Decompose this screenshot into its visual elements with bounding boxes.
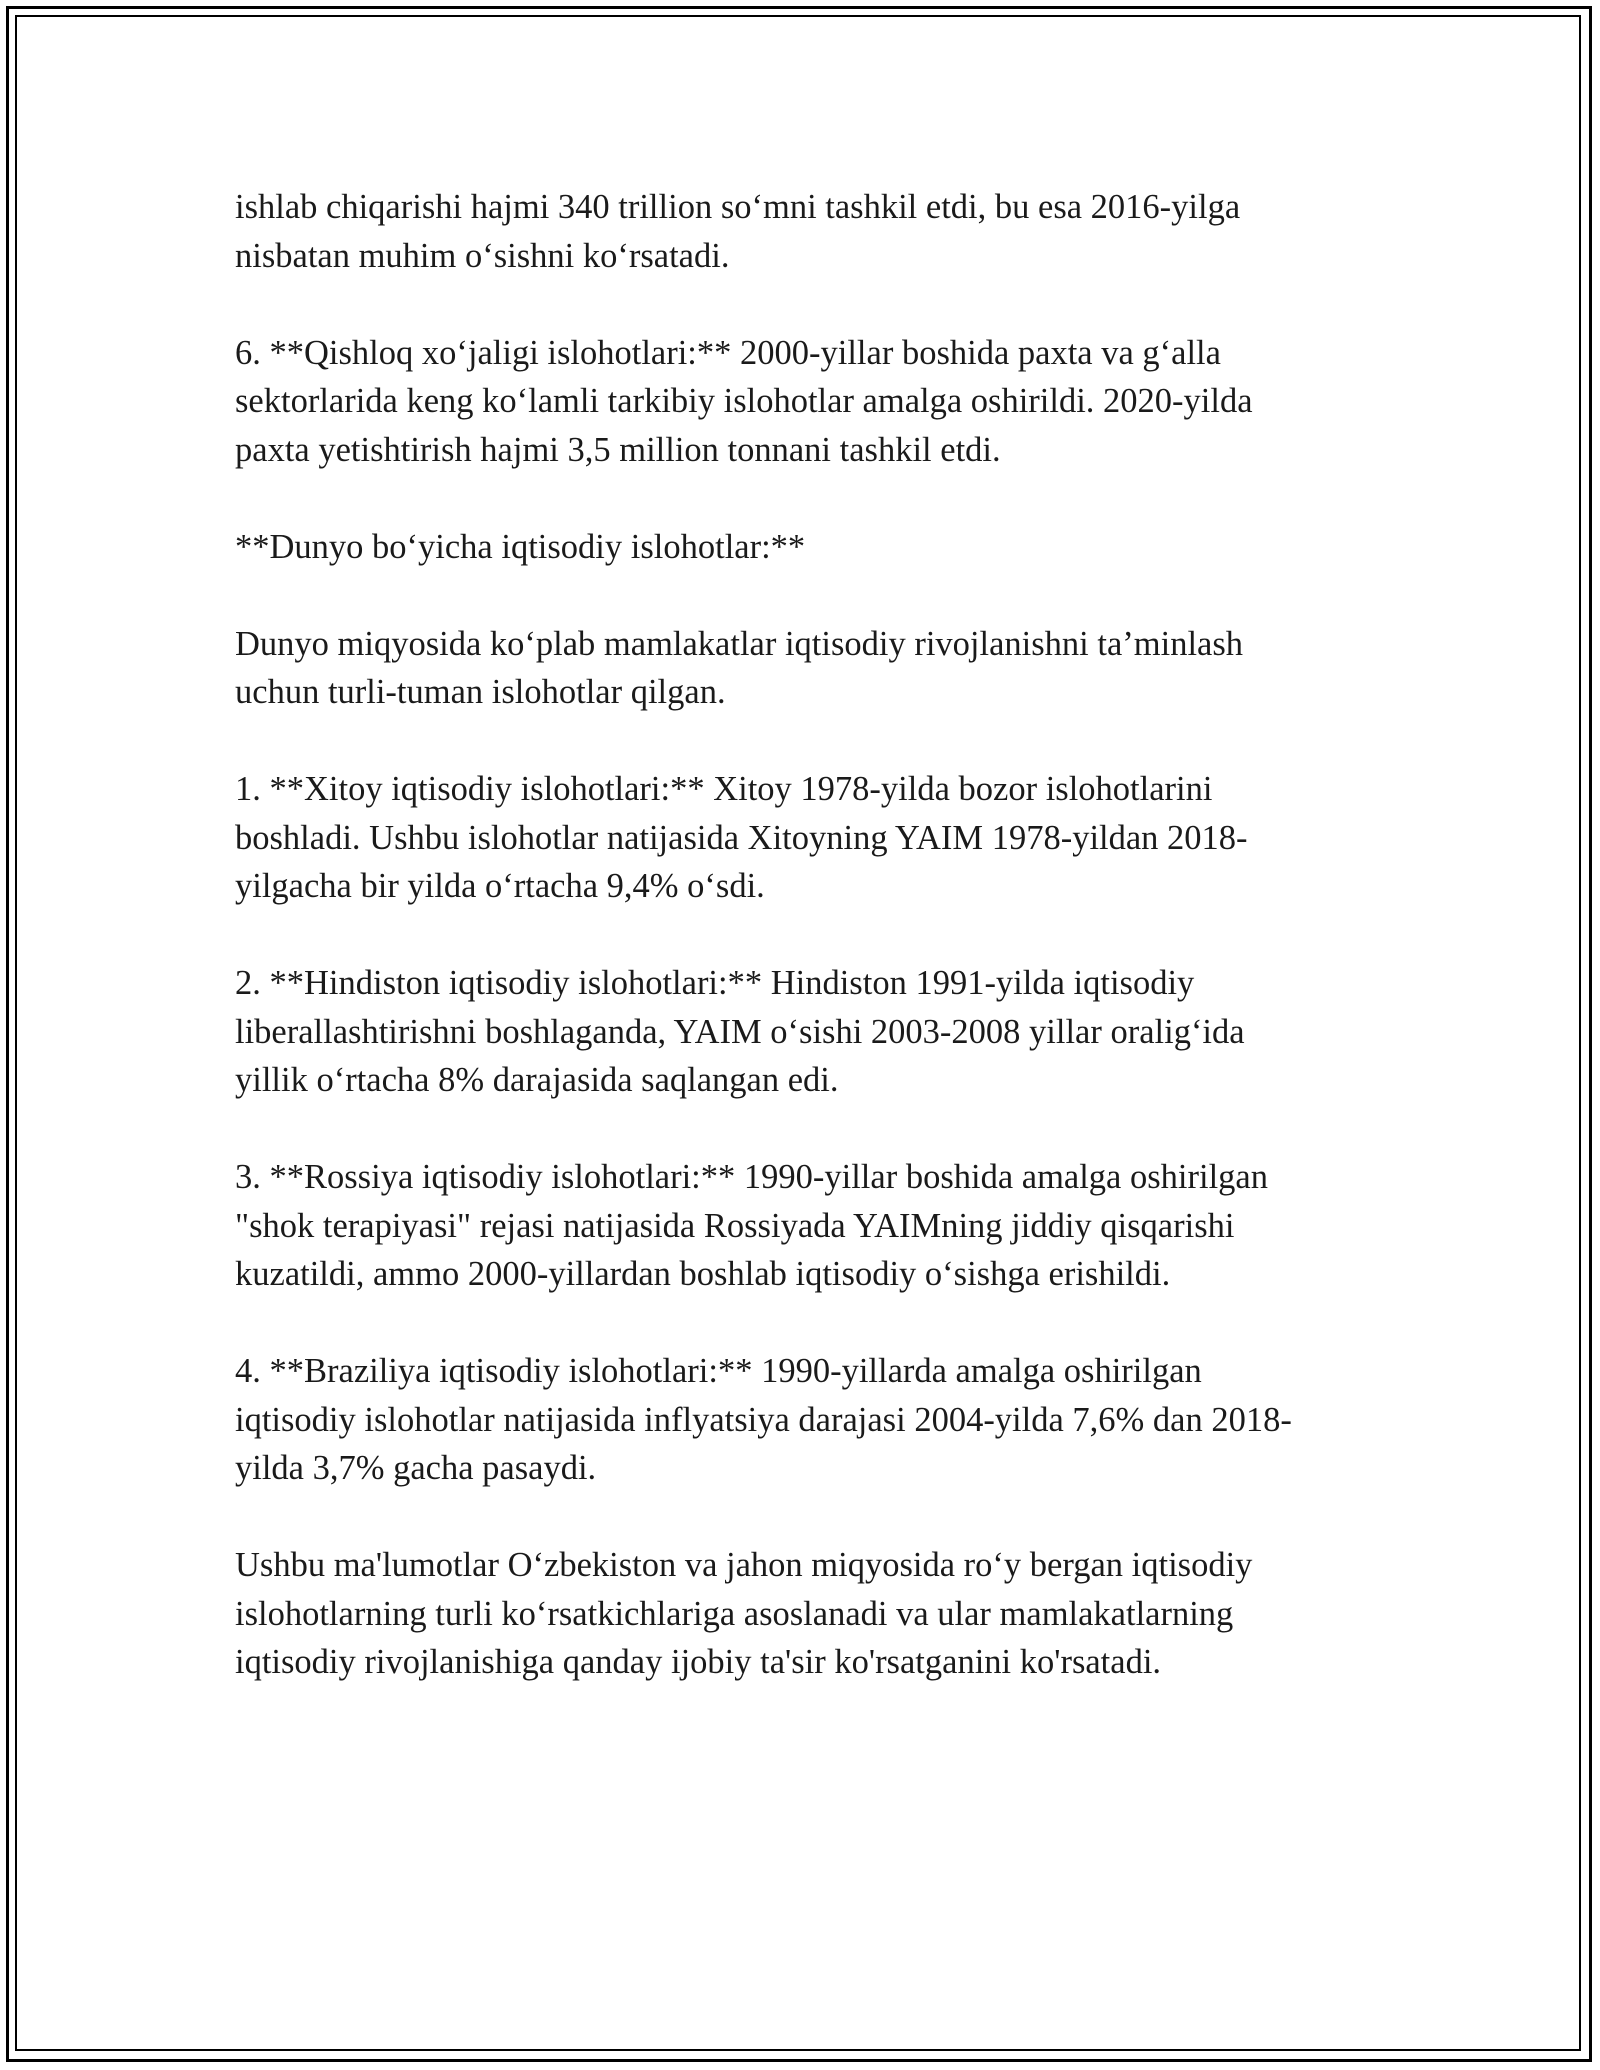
paragraph-agriculture-reforms: 6. **Qishloq xo‘jaligi islohotlari:** 2000-yillar boshida paxta va g‘alla sektorlarida keng ko‘lamli tarkibiy islohotlar amalga oshirildi. 2020-yilda paxta yetishtirish hajmi 3,5 million tonnani tashkil etdi.: [235, 333, 1253, 469]
paragraph-india-reforms: 2. **Hindiston iqtisodiy islohotlari:** Hindiston 1991-yilda iqtisodiy liberallashtirishni boshlaganda, YAIM o‘sishi 2003-2008 yillar oralig‘ida yillik o‘rtacha 8% darajasida saqlangan edi.: [235, 964, 1245, 1099]
paragraph-brazil-reforms: 4. **Braziliya iqtisodiy islohotlari:** 1990-yillarda amalga oshirilgan iqtisodiy islohotlar natijasida inflyatsiya darajasi 2004-yilda 7,6% dan 2018- yilda 3,7% gacha pasaydi.: [235, 1352, 1292, 1487]
paragraph-russia-reforms: 3. **Rossiya iqtisodiy islohotlari:** 1990-yillar boshida amalga oshirilgan "shok terapiyasi" rejasi natijasida Rossiyada YAIMning jiddiy qisqarishi kuzatildi, ammo 2000-yillardan boshlab iqtisodiy o‘sishga erishildi.: [235, 1158, 1268, 1293]
paragraph-industry-output: ishlab chiqarishi hajmi 340 trillion so‘mni tashkil etdi, bu esa 2016-yilga nisbatan muhim o‘sishni ko‘rsatadi.: [235, 188, 1241, 275]
paragraph-world-intro: Dunyo miqyosida ko‘plab mamlakatlar iqtisodiy rivojlanishni ta’minlash uchun turli-tuman islohotlar qilgan.: [235, 624, 1244, 711]
section-heading-world-reforms: **Dunyo bo‘yicha iqtisodiy islohotlar:**: [235, 527, 806, 566]
paragraph-china-reforms: 1. **Xitoy iqtisodiy islohotlari:** Xitoy 1978-yilda bozor islohotlarini boshladi. Ushbu islohotlar natijasida Xitoyning YAIM 1978-yildan 2018- yilgacha bir yilda o‘rtacha 9,4% o‘sdi.: [235, 770, 1248, 905]
document-body: [235, 183, 1385, 1687]
paragraph-conclusion: Ushbu ma'lumotlar O‘zbekiston va jahon miqyosida ro‘y bergan iqtisodiy islohotlarning turli ko‘rsatkichlariga asoslanadi va ular mamlakatlarning iqtisodiy rivojlanishiga qanday ijobiy ta'sir ko'rsatganini ko'rsatadi.: [235, 1546, 1253, 1681]
